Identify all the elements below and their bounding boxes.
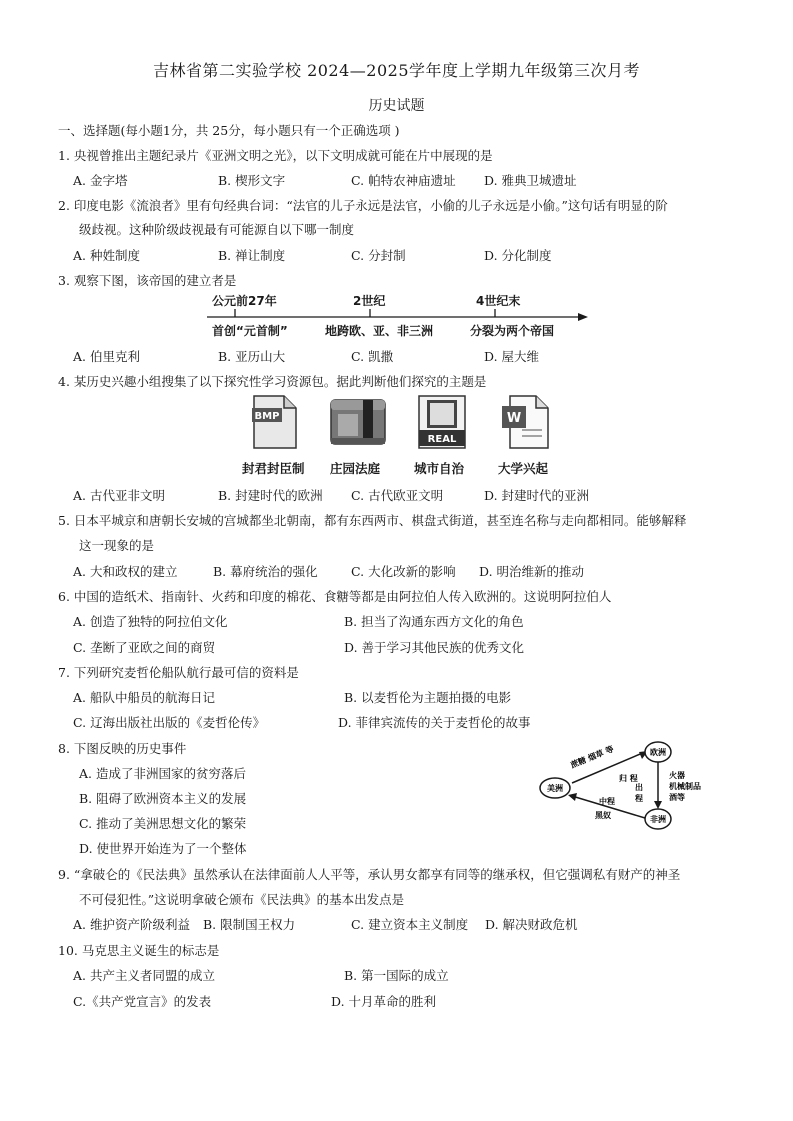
q7-option-a: A. 船队中船员的航海日记 xyxy=(73,690,215,705)
q9-option-d: D. 解决财政危机 xyxy=(485,917,578,932)
q9-option-c: C. 建立资本主义制度 xyxy=(351,917,469,932)
q4-option-a: A. 古代亚非文明 xyxy=(73,488,165,503)
q8-option-d: D. 使世界开始连为了一个整体 xyxy=(79,841,247,856)
edge-america-europe-goods: 蔗糖 烟草 等 xyxy=(569,744,616,770)
word-document-icon xyxy=(500,394,550,450)
q1-option-b: B. 楔形文字 xyxy=(218,173,286,188)
q1-option-d: D. 雅典卫城遗址 xyxy=(484,173,577,188)
q6-option-b: B. 担当了沟通东西方文化的角色 xyxy=(344,614,524,629)
q2-option-d: D. 分化制度 xyxy=(484,248,552,263)
question-2-stem-cont: 级歧视。这种阶级歧视最有可能源自以下哪一制度 xyxy=(79,222,355,237)
edge-africa-america-goods: 黑奴 xyxy=(595,811,611,820)
node-europe: 欧洲 xyxy=(650,748,666,757)
timeline-point-3-date: 4世纪末 xyxy=(476,294,521,308)
q5-option-d: D. 明治维新的推动 xyxy=(479,564,585,579)
q10-option-d: D. 十月革命的胜利 xyxy=(331,994,437,1009)
question-5-stem: 5. 日本平城京和唐朝长安城的宫城都坐北朝南，都有东西两市、棋盘式街道，甚至连名称与走向都相同。能够解释 xyxy=(58,513,687,528)
timeline-point-2-date: 2世纪 xyxy=(353,294,386,308)
question-10-stem: 10. 马克思主义诞生的标志是 xyxy=(58,943,220,958)
q9-option-b: B. 限制国王权力 xyxy=(203,917,296,932)
resource-label-4: 大学兴起 xyxy=(498,461,549,476)
resource-label-1: 封君封臣制 xyxy=(242,461,305,476)
q3-option-d: D. 屋大维 xyxy=(484,349,540,364)
edge-europe-africa-goods: 火器机械制品酒等 xyxy=(669,771,701,802)
question-1-stem: 1. 央视曾推出主题纪录片《亚洲文明之光》，以下文明成就可能在片中展现的是 xyxy=(58,148,493,163)
edge-africa-america-leg: 中程 xyxy=(599,797,615,806)
q3-option-a: A. 伯里克利 xyxy=(73,349,140,364)
q7-option-b: B. 以麦哲伦为主题拍摄的电影 xyxy=(344,690,512,705)
section-heading: 一、选择题(每小题1分，共 25分，每小题只有一个正确选项 ) xyxy=(58,123,400,138)
exam-title: 吉林省第二实验学校 2024—2025学年度上学期九年级第三次月考 xyxy=(152,61,641,80)
q1-option-c: C. 帕特农神庙遗址 xyxy=(351,173,456,188)
node-africa: 非洲 xyxy=(650,815,666,824)
q2-option-b: B. 禅让制度 xyxy=(218,248,286,263)
resource-label-2: 庄园法庭 xyxy=(330,461,381,476)
node-america: 美洲 xyxy=(547,784,563,793)
bmp-icon-text: BMP xyxy=(254,411,280,422)
question-3-stem: 3. 观察下图，该帝国的建立者是 xyxy=(58,273,237,288)
q4-option-b: B. 封建时代的欧洲 xyxy=(218,488,323,503)
q2-option-c: C. 分封制 xyxy=(351,248,406,263)
q7-option-d: D. 菲律宾流传的关于麦哲伦的故事 xyxy=(338,715,531,730)
q5-option-b: B. 幕府统治的强化 xyxy=(213,564,318,579)
question-9-stem-cont: 不可侵犯性。”这说明拿破仑颁布《民法典》的基本出发点是 xyxy=(79,892,405,907)
timeline-point-1-date: 公元前27年 xyxy=(212,294,277,308)
q8-option-b: B. 阻碍了欧洲资本主义的发展 xyxy=(79,791,247,806)
edge-america-europe-leg: 归 程 xyxy=(619,774,638,783)
q6-option-d: D. 善于学习其他民族的优秀文化 xyxy=(344,640,525,655)
q1-option-a: A. 金字塔 xyxy=(73,173,128,188)
question-6-stem: 6. 中国的造纸术、指南针、火药和印度的棉花、食糖等都是由阿拉伯人传入欧洲的。这说明阿拉伯人 xyxy=(58,589,612,604)
timeline-point-3-event: 分裂为两个帝国 xyxy=(470,324,555,338)
q8-option-a: A. 造成了非洲国家的贫穷落后 xyxy=(79,766,246,781)
q10-option-c: C.《共产党宣言》的发表 xyxy=(73,994,212,1009)
q3-option-b: B. 亚历山大 xyxy=(218,349,286,364)
q8-option-c: C. 推动了美洲思想文化的繁荣 xyxy=(79,816,247,831)
question-2-stem: 2. 印度电影《流浪者》里有句经典台词：“法官的儿子永远是法官，小偷的儿子永远是小偷。”这句话有明显的阶 xyxy=(58,198,668,213)
q5-option-c: C. 大化改新的影响 xyxy=(351,564,456,579)
question-8-stem: 8. 下图反映的历史事件 xyxy=(58,741,187,756)
bmp-file-icon xyxy=(250,394,300,450)
q9-option-a: A. 维护资产阶级利益 xyxy=(73,917,190,932)
real-icon-text: REAL xyxy=(427,434,457,445)
q6-option-a: A. 创造了独特的阿拉伯文化 xyxy=(73,614,228,629)
q6-option-c: C. 垄断了亚欧之间的商贸 xyxy=(73,640,216,655)
question-5-stem-cont: 这一现象的是 xyxy=(79,538,155,553)
triangular-trade-diagram xyxy=(535,738,725,838)
exam-subtitle: 历史试题 xyxy=(368,98,425,114)
resource-label-3: 城市自治 xyxy=(414,461,465,476)
question-7-stem: 7. 下列研究麦哲伦船队航行最可信的资料是 xyxy=(58,665,299,680)
q5-option-a: A. 大和政权的建立 xyxy=(73,564,178,579)
question-4-stem: 4. 某历史兴趣小组搜集了以下探究性学习资源包。据此判断他们探究的主题是 xyxy=(58,374,487,389)
q3-option-c: C. 凯撒 xyxy=(351,349,394,364)
q4-option-d: D. 封建时代的亚洲 xyxy=(484,488,590,503)
real-media-icon xyxy=(417,394,467,450)
question-9-stem: 9. “拿破仑的《民法典》虽然承认在法律面前人人平等，承认男女都享有同等的继承权，但它强调私有财产的神圣 xyxy=(58,867,681,882)
timeline-point-1-event: 首创“元首制” xyxy=(212,324,288,338)
word-icon-text: W xyxy=(506,411,522,426)
archive-book-icon xyxy=(328,394,388,450)
timeline-point-2-event: 地跨欧、亚、非三洲 xyxy=(325,324,434,338)
q7-option-c: C. 辽海出版社出版的《麦哲伦传》 xyxy=(73,715,266,730)
q2-option-a: A. 种姓制度 xyxy=(73,248,140,263)
edge-europe-africa-leg: 出 程 xyxy=(634,783,644,802)
q10-option-b: B. 第一国际的成立 xyxy=(344,968,449,983)
q4-option-c: C. 古代欧亚文明 xyxy=(351,488,444,503)
q10-option-a: A. 共产主义者同盟的成立 xyxy=(73,968,215,983)
